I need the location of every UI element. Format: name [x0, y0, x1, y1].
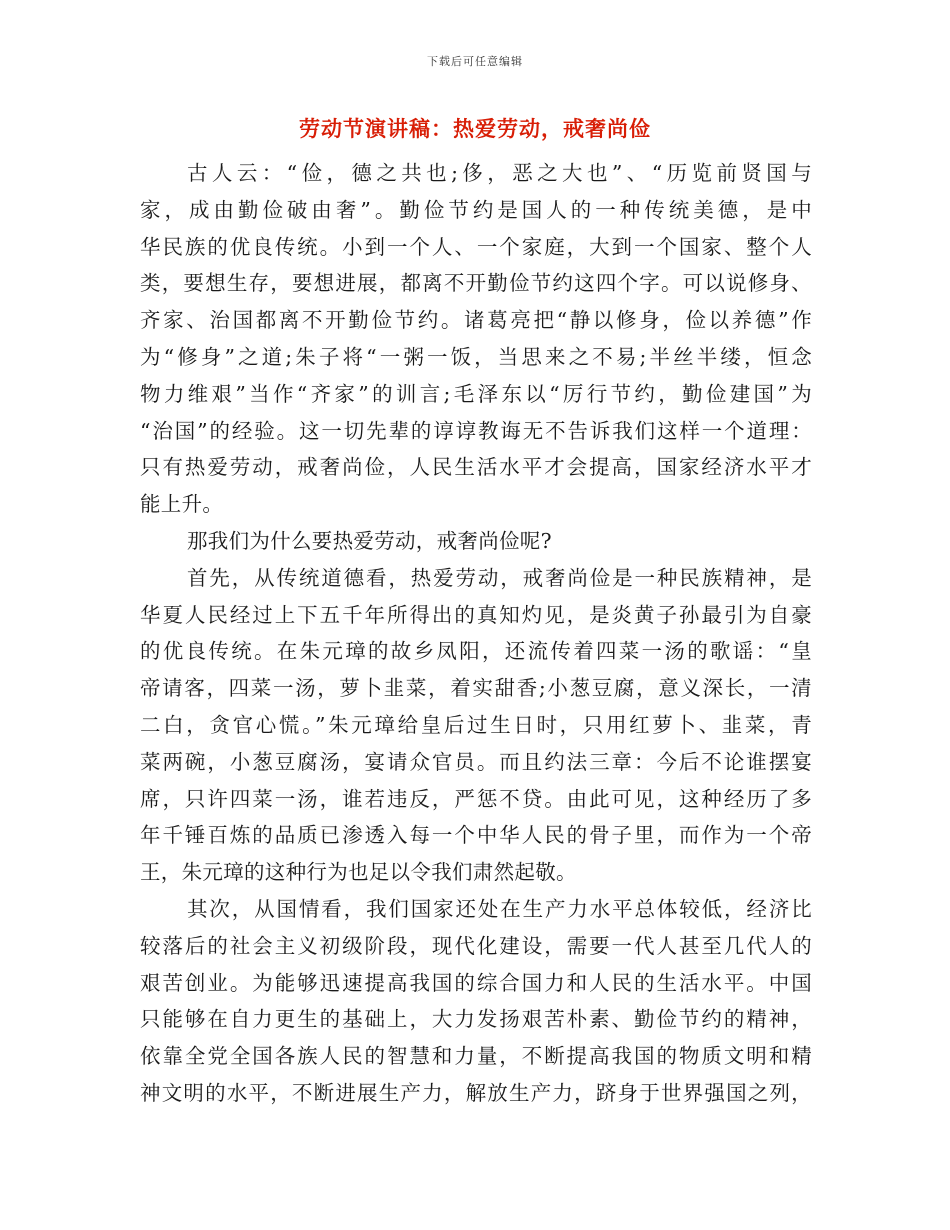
- text-line: 类，要想生存，要想进展，都离不开勤俭节约这四个字。可以说修身、: [140, 271, 812, 296]
- text-line: 神文明的水平，不断进展生产力，解放生产力，跻身于世界强国之列，: [140, 1080, 812, 1105]
- text-line: 齐家、治国都离不开勤俭节约。诸葛亮把“静以修身，俭以养德”作: [140, 308, 812, 333]
- text-line: 只有热爱劳动，戒奢尚俭，人民生活水平才会提高，国家经济水平才: [140, 455, 812, 480]
- text-line: 古人云：“俭，德之共也;侈，恶之大也”、“历览前贤国与: [187, 161, 812, 185]
- text-line: 为“修身”之道;朱子将“一粥一饭，当思来之不易;半丝半缕，恒念: [140, 344, 812, 369]
- text-line: 首先，从传统道德看，热爱劳动，戒奢尚俭是一种民族精神，是: [187, 565, 812, 590]
- text-line: 王，朱元璋的这种行为也足以令我们肃然起敬。: [140, 860, 577, 885]
- paragraph: [140, 155, 812, 523]
- text-line: 只能够在自力更生的基础上，大力发扬艰苦朴素、勤俭节约的精神，: [140, 1007, 812, 1032]
- text-line: 菜两碗，小葱豆腐汤，宴请众官员。而且约法三章：今后不论谁摆宴: [140, 749, 812, 774]
- text-line: 席，只许四菜一汤，谁若违反，严惩不贷。由此可见，这种经历了多: [140, 786, 812, 811]
- text-line: 华民族的优良传统。小到一个人、一个家庭，大到一个国家、整个人: [140, 234, 812, 259]
- text-line: 家，成由勤俭破由奢”。勤俭节约是国人的一种传统美德，是中: [140, 197, 812, 222]
- text-line: “治国”的经验。这一切先辈的谆谆教诲无不告诉我们这样一个道理：: [140, 418, 812, 443]
- text-line: 二白，贪官心慌。”朱元璋给皇后过生日时，只用红萝卜、韭菜，青: [140, 712, 812, 737]
- text-line: 依靠全党全国各族人民的智慧和力量，不断提高我国的物质文明和精: [140, 1044, 812, 1069]
- paragraph: [140, 523, 812, 560]
- text-line: 艰苦创业。为能够迅速提高我国的综合国力和人民的生活水平。中国: [140, 970, 812, 995]
- text-line: 能上升。: [140, 492, 224, 517]
- paragraph: [140, 891, 812, 1112]
- text-line: 的优良传统。在朱元璋的故乡凤阳，还流传着四菜一汤的歌谣：“皇: [140, 639, 812, 664]
- text-line: 那我们为什么要热爱劳动，戒奢尚俭呢?: [187, 528, 552, 553]
- text-line: 其次，从国情看，我们国家还处在生产力水平总体较低，经济比: [187, 896, 812, 921]
- header-note: 下载后可任意编辑: [427, 55, 523, 68]
- paragraph: [140, 560, 812, 891]
- text-line: 较落后的社会主义初级阶段，现代化建设，需要一代人甚至几代人的: [140, 933, 812, 958]
- text-line: 物力维艰”当作“齐家”的训言;毛泽东以“厉行节约，勤俭建国”为: [140, 381, 812, 406]
- document-body: [140, 155, 812, 1112]
- text-line: 年千锤百炼的品质已渗透入每一个中华人民的骨子里，而作为一个帝: [140, 823, 812, 848]
- text-line: 华夏人民经过上下五千年所得出的真知灼见，是炎黄子孙最引为自豪: [140, 602, 812, 627]
- text-line: 帝请客，四菜一汤，萝卜韭菜，着实甜香;小葱豆腐，意义深长，一清: [140, 676, 812, 701]
- document-title: 劳动节演讲稿：热爱劳动，戒奢尚俭: [299, 116, 651, 141]
